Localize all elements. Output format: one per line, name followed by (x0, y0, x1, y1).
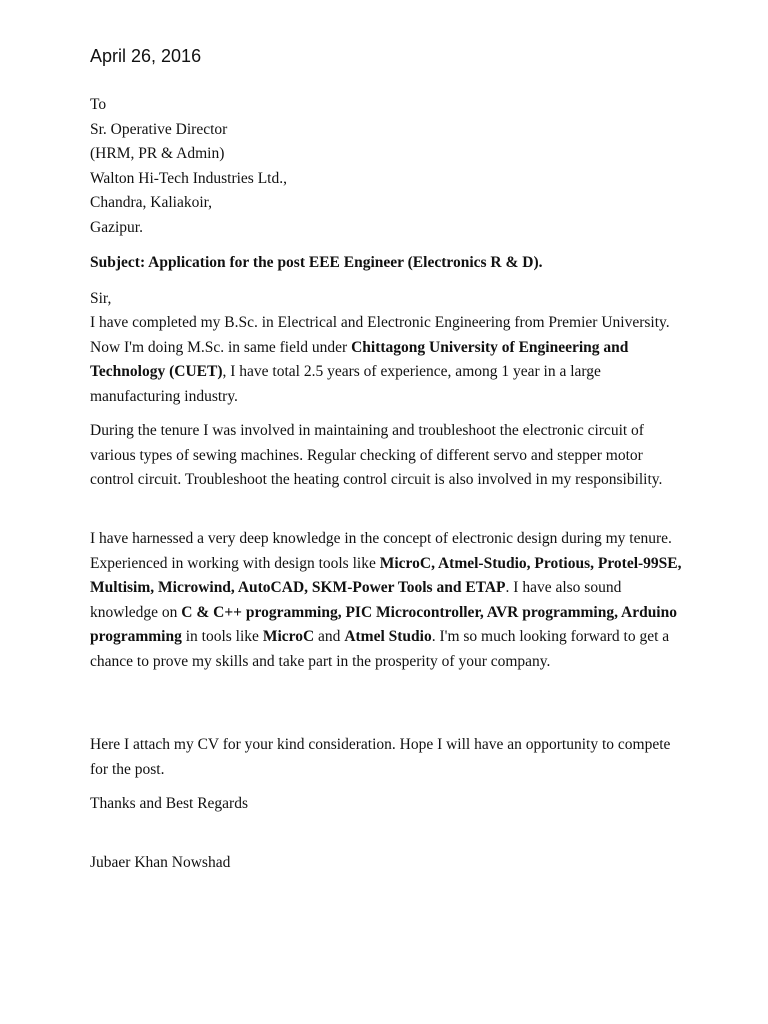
paragraph-bold-text: Atmel Studio (344, 628, 432, 645)
recipient-city: Gazipur. (90, 218, 143, 236)
paragraph-bold-text: C & C++ programming, PIC Microcontroller, AVR programming, Arduino programming (90, 603, 677, 645)
body-paragraph-2: During the tenure I was involved in maintaining and troubleshoot the electronic circuit of various types of sewing machines. Regular checking of different servo and stepper motor control circuit. Troubleshoot the heating control circuit is also involved in my responsibility. (90, 422, 663, 488)
paragraph-bold-text: MicroC, Atmel-Studio, Protious, Protel-99SE, Multisim, Microwind, AutoCAD, SKM-Power Tools and ETAP (90, 554, 682, 596)
body-paragraph-1 (90, 311, 690, 409)
letter-signature: Jubaer Khan Nowshad (90, 854, 231, 871)
paragraph-text: . I have also sound knowledge on (90, 579, 622, 621)
recipient-department: (HRM, PR & Admin) (90, 145, 225, 162)
recipient-to: To (90, 96, 107, 113)
letter-closing: Thanks and Best Regards (90, 795, 248, 812)
recipient-title: Sr. Operative Director (90, 120, 228, 138)
letter-subject: Subject: Application for the post EEE Engineer (Electronics R & D). (90, 254, 543, 271)
recipient-company: Walton Hi-Tech Industries Ltd., (90, 169, 287, 187)
paragraph-text: . I'm so much looking forward to get a chance to prove my skills and take part in the prosperity of your company. (90, 628, 670, 670)
paragraph-text: I have harnessed a very deep knowledge in the concept of electronic design during my tenure. Experienced in working with design tools like (90, 530, 672, 572)
paragraph-text: I have completed my B.Sc. in Electrical and Electronic Engineering from Premier University. Now I'm doing M.Sc. in same field under (90, 314, 670, 356)
letter-salutation: Sir, (90, 290, 112, 307)
paragraph-bold-text: MicroC (262, 628, 315, 645)
body-paragraph-3 (90, 527, 690, 674)
paragraph-text: , I have total 2.5 years of experience, among 1 year in a large manufacturing industry. (90, 363, 601, 405)
letter-date: April 26, 2016 (90, 46, 202, 66)
recipient-address (90, 93, 690, 240)
recipient-address-line: Chandra, Kaliakoir, (90, 194, 213, 211)
paragraph-text: in tools like (181, 628, 263, 645)
paragraph-text: and (314, 628, 345, 645)
paragraph-bold-text: Chittagong University of Engineering and Technology (CUET) (90, 338, 629, 380)
body-paragraph-4: Here I attach my CV for your kind consideration. Hope I will have an opportunity to compete for the post. (90, 736, 671, 778)
